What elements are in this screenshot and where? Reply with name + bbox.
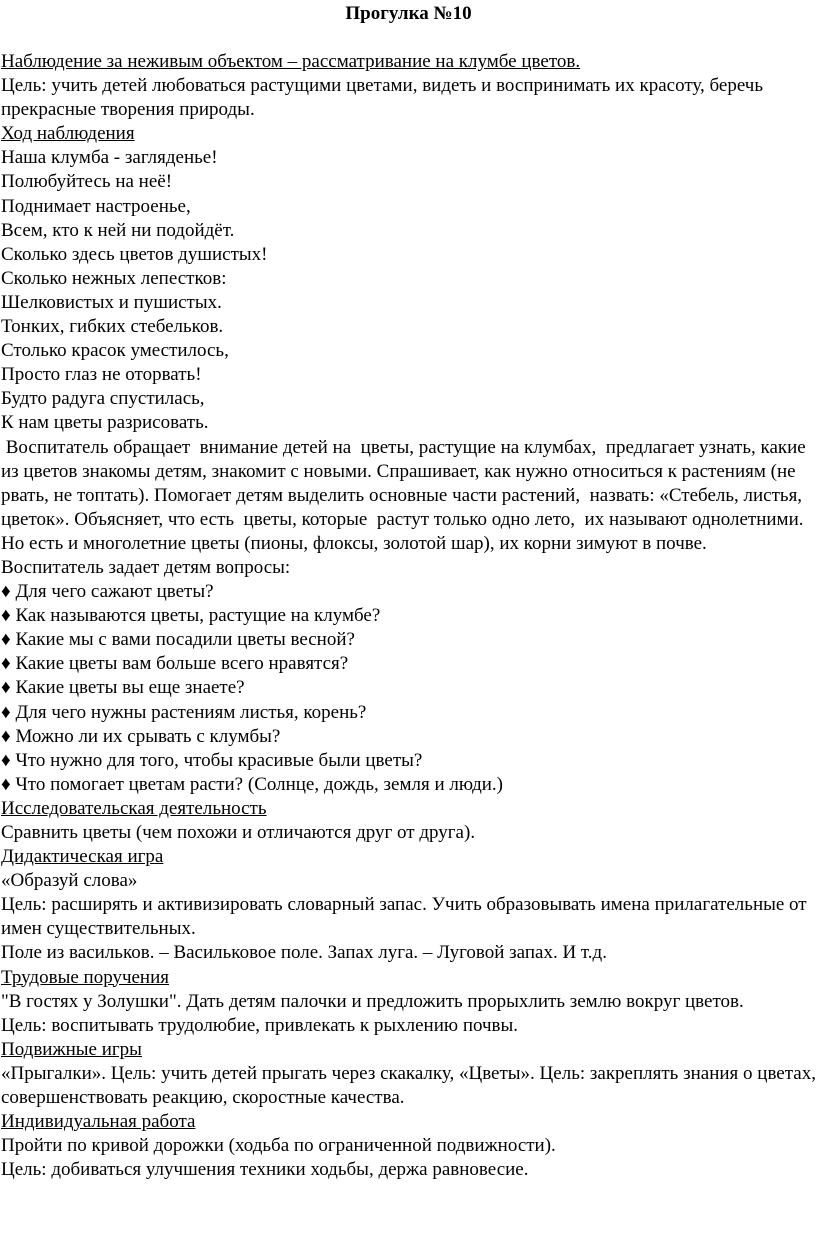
question-item: ♦ Что нужно для того, чтобы красивые были цветы?	[1, 749, 423, 771]
outdoor-heading: Подвижные игры	[1, 1038, 142, 1060]
didactic-example: Поле из васильков. – Васильковое поле. Запах луга. – Луговой запах. И т.д.	[1, 942, 607, 964]
question-item: ♦ Какие мы с вами посадили цветы весной?	[1, 629, 355, 651]
question-item: ♦ Как называются цветы, растущие на клумбе?	[1, 605, 381, 627]
question-item: ♦ Для чего нужны растениям листья, корень?	[1, 701, 367, 723]
course-heading: Ход наблюдения	[1, 123, 135, 145]
poem-line: Шелковистых и пушистых.	[1, 291, 222, 313]
poem-line: Сколько здесь цветов душистых!	[1, 243, 268, 265]
didactic-game-name: «Образуй слова»	[1, 870, 138, 892]
poem-line: Будто радуга спустилась,	[1, 388, 205, 410]
didactic-heading: Дидактическая игра	[1, 846, 164, 868]
question-item: ♦ Что помогает цветам расти? (Солнце, дождь, земля и люди.)	[1, 773, 503, 795]
questions-intro: Воспитатель задает детям вопросы:	[1, 556, 291, 578]
research-text: Сравнить цветы (чем похожи и отличаются друг от друга).	[1, 822, 476, 843]
poem-line: Полюбуйтесь на неё!	[1, 171, 173, 193]
labor-heading: Трудовые поручения	[1, 966, 170, 988]
research-heading: Исследовательская деятельность	[1, 797, 267, 819]
poem-line: Просто глаз не оторвать!	[1, 364, 202, 386]
poem-line: Сколько нежных лепестков:	[1, 267, 227, 289]
questions-list	[1, 580, 816, 797]
poem-line: Тонких, гибких стебельков.	[1, 316, 224, 338]
labor-text: "В гостях у Золушки". Дать детям палочки и предложить прорыхлить землю вокруг цветов.	[1, 990, 744, 1012]
individual-goal: Цель: добиваться улучшения техники ходьбы, держа равновесие.	[1, 1159, 529, 1181]
poem-line: Наша клумба - загляденье!	[1, 147, 218, 169]
outdoor-text: «Прыгалки». Цель: учить детей прыгать через скакалку, «Цветы». Цель: закреплять знания о цветах, совершенствовать реакцию, скоростные качества.	[1, 1062, 816, 1109]
poem-line: Поднимает настроенье,	[1, 195, 191, 217]
didactic-goal: Цель: расширять и активизировать словарный запас. Учить образовывать имена прилагательные от имен существительных.	[1, 894, 807, 940]
observation-heading: Наблюдение за неживым объектом – рассматривание на клумбе цветов.	[1, 51, 581, 72]
labor-goal: Цель: воспитывать трудолюбие, привлекать к рыхлению почвы.	[1, 1014, 519, 1036]
poem-line: К нам цветы разрисовать.	[1, 412, 209, 434]
individual-heading: Индивидуальная работа	[1, 1111, 196, 1133]
individual-text: Пройти по кривой дорожки (ходьба по ограниченной подвижности).	[1, 1135, 556, 1157]
observation-goal: Цель: учить детей любоваться растущими цветами, видеть и воспринимать их красоту, беречь прекрасные творения природы.	[1, 75, 763, 121]
question-item: ♦ Можно ли их срывать с клумбы?	[1, 725, 281, 747]
page-title: Прогулка №10	[345, 3, 472, 24]
poem-line: Всем, кто к ней ни подойдёт.	[1, 219, 235, 241]
poem	[1, 146, 816, 435]
poem-line: Столько красок уместилось,	[1, 340, 229, 362]
question-item: ♦ Какие цветы вы еще знаете?	[1, 677, 245, 699]
question-item: ♦ Для чего сажают цветы?	[1, 581, 214, 603]
question-item: ♦ Какие цветы вам больше всего нравятся?	[1, 653, 349, 675]
teacher-text: Воспитатель обращает внимание детей на цветы, растущие на клумбах, предлагает узнать, какие из цветов знакомы детям, знакомит с новыми. Спрашивает, как нужно относиться к растениям (не рвать, не топтать). Помогает детям выделить основные части растений, назвать: «Стебель, листья, цветок». Объясняет, что есть цветы, которые растут только одно лето, их называют однолетними. Но есть и многолетние цветы (пионы, флоксы, золотой шар), их корни зимуют в почве.	[1, 436, 811, 554]
